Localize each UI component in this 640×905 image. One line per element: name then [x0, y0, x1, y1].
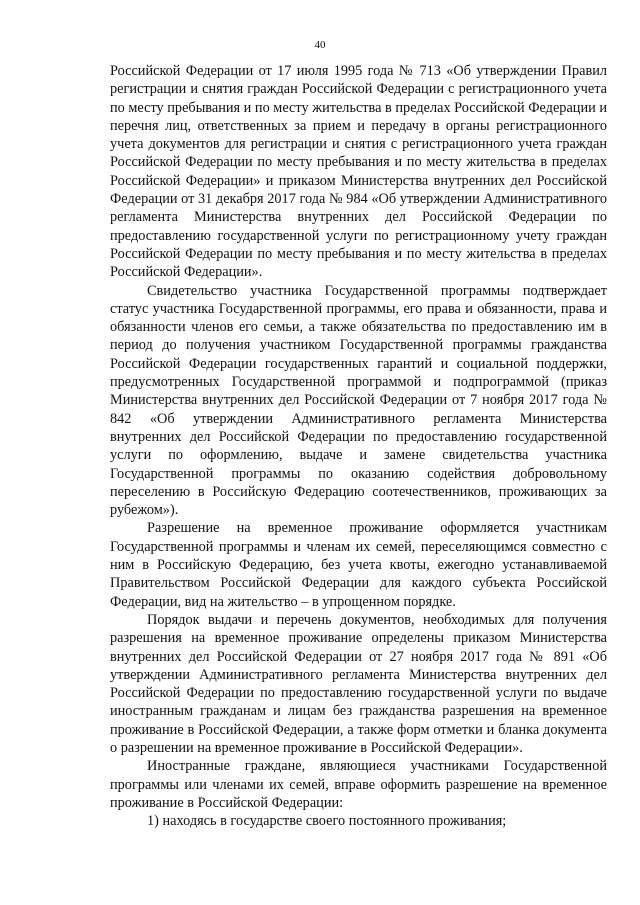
list-item-home-country: 1) находясь в государстве своего постоянного проживания; [147, 813, 507, 830]
paragraph-issuance-procedure: Порядок выдачи и перечень документов, необходимых для получения разрешения на временное проживание определены приказом Министерства внутренних дел Российской Федерации от 27 ноября 2017 года № 891 «Об утверждении Административного регламента Министерства внутренних дел Российской Федерации по предоставлению государственной услуги по выдаче иностранным гражданам и лицам без гражданства разрешения на временное проживание в Российской Федерации, а также форм отметки и бланка документа о разрешении на временное проживание в Российской Федерации». [110, 611, 607, 756]
document-body [110, 62, 607, 830]
paragraph-registration-continuation: Российской Федерации от 17 июля 1995 года № 713 «Об утверждении Правил регистрации и снятия граждан Российской Федерации с регистрационного учета по месту пребывания и по месту жительства в пределах Российской Федерации и перечня лиц, ответственных за прием и передачу в органы регистрационного учета документов для регистрации и снятия с регистрационного учета граждан Российской Федерации по месту пребывания и по месту жительства в пределах Российской Федерации» и приказом Министерства внутренних дел Российской Федерации от 31 декабря 2017 года № 984 «Об утверждении Административного регламента Министерства внутренних дел Российской Федерации по предоставлению государственной услуги по регистрационному учету граждан Российской Федерации по месту пребывания и по месту жительства в пределах Российской Федерации». [110, 63, 607, 281]
page-number: 40 [314, 39, 326, 51]
paragraph-foreign-citizens: Иностранные граждане, являющиеся участниками Государственной программы или членами их семей, вправе оформить разрешение на временное проживание в Российской Федерации: [110, 758, 607, 811]
paragraph-temporary-residence-permit: Разрешение на временное проживание оформляется участникам Государственной программы и членам их семей, переселяющимся совместно с ним в Российскую Федерацию, без учета квоты, ежегодно устанавливаемой Правительством Российской Федерации для каждого субъекта Российской Федерации, вид на жительство – в упрощенном порядке. [110, 520, 607, 610]
paragraph-participant-certificate: Свидетельство участника Государственной программы подтверждает статус участника Государственной программы, его права и обязанности, права и обязанности членов его семьи, а также обязательства по предоставлению им в период до получения участником Государственной программы гражданства Российской Федерации государственных гарантий и социальной поддержки, предусмотренных Государственной программой и подпрограммой (приказ Министерства внутренних дел Российской Федерации от 7 ноября 2017 года № 842 «Об утверждении Административного регламента Министерства внутренних дел Российской Федерации по предоставлению государственной услуги по оформлению, выдаче и замене свидетельства участника Государственной программы по оказанию содействия добровольному переселению в Российскую Федерацию соотечественников, проживающих за рубежом»). [110, 282, 607, 519]
